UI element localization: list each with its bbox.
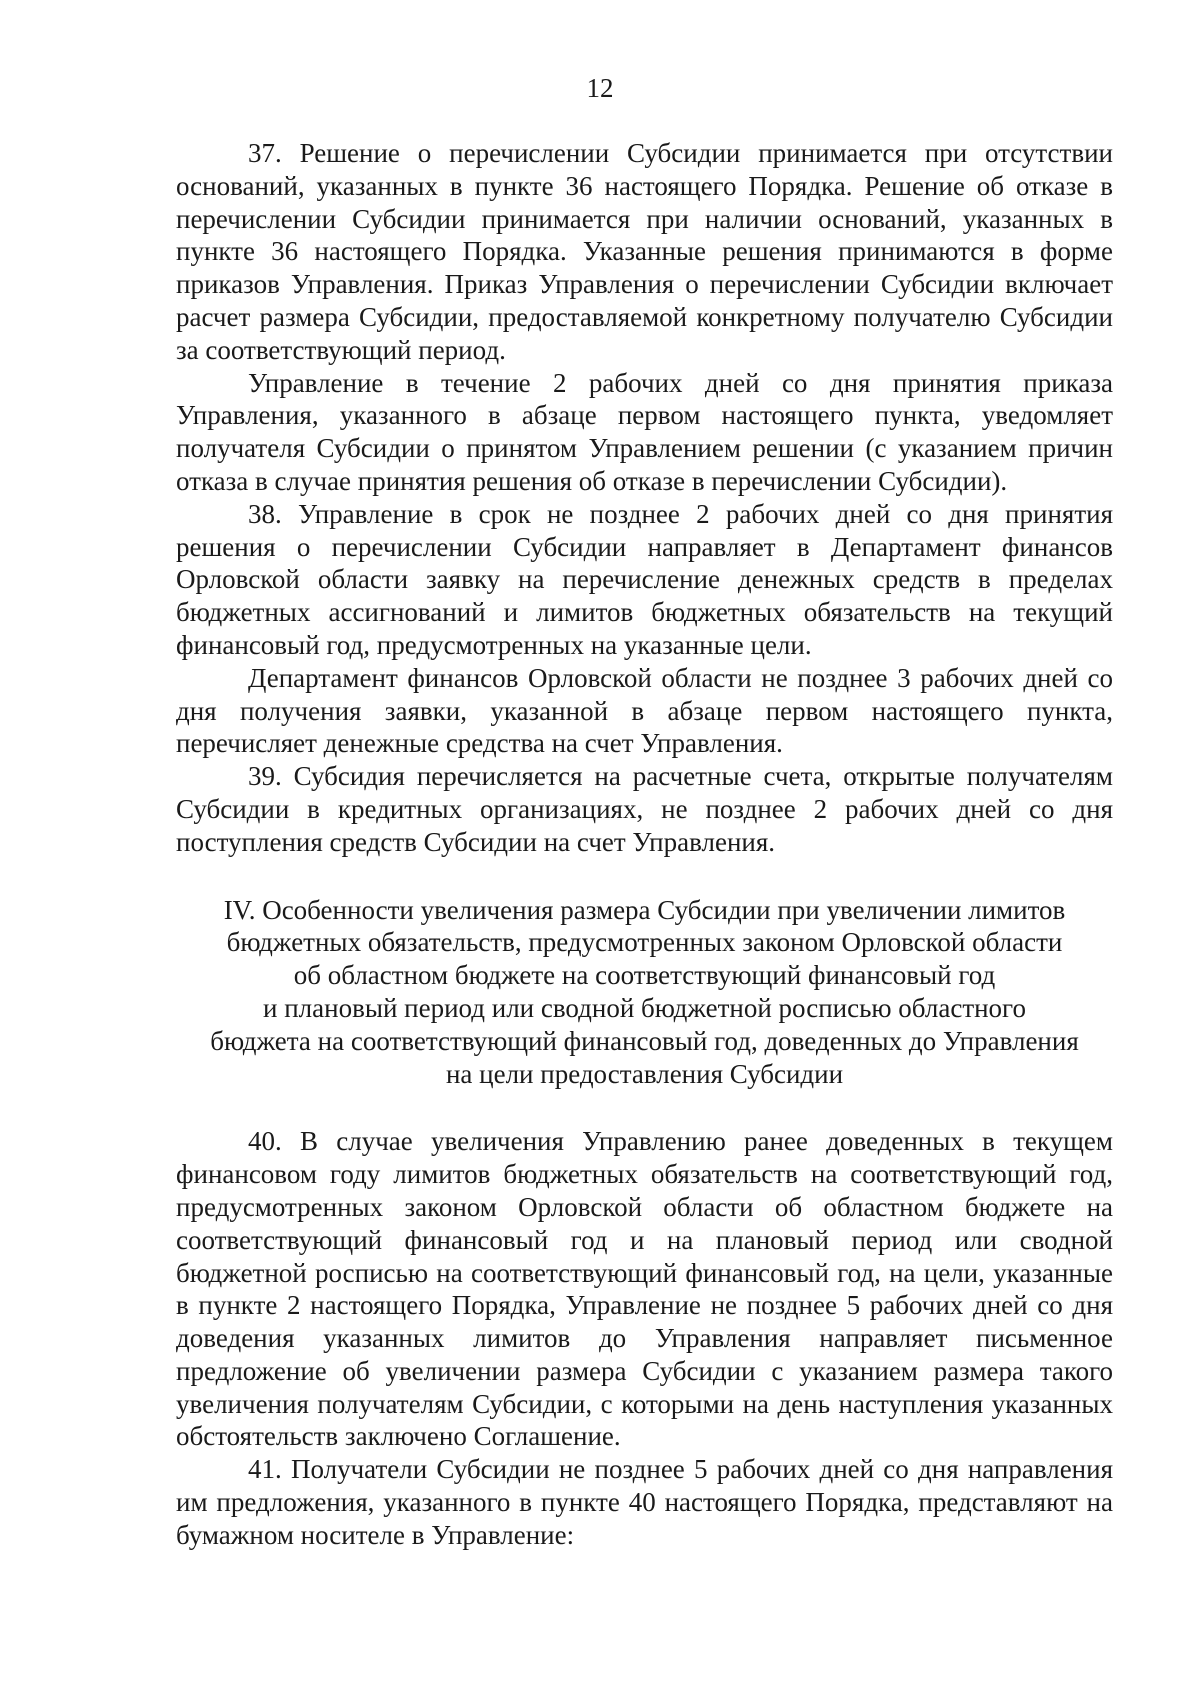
paragraph-40: 40. В случае увеличения Управлению ранее доведенных в текущем финансовом году лимитов бюджетных обязательств на соответствующий год, предусмотренных законом Орловской области об областном бюджете на соответствующий финансовый год и на плановый период или сводной бюджетной росписью на соответствующий финансовый год, на цели, указанные в пункте 2 настоящего Порядка, Управление не позднее 5 рабочих дней со дня доведения указанных лимитов до Управления направляет письменное предложение об увеличении размера Субсидии с указанием размера такого увеличения получателям Субсидии, с которыми на день наступления указанных обстоятельств заключено Соглашение. [176,1126,1113,1452]
section-title-line: на цели предоставления Субсидии [445,1058,844,1089]
document-body [176,137,1113,1552]
section-title-line: и плановый период или сводной бюджетной росписью областного [263,992,1026,1023]
paragraph-41: 41. Получатели Субсидии не позднее 5 рабочих дней со дня направления им предложения, указанного в пункте 40 настоящего Порядка, представляют на бумажном носителе в Управление: [176,1454,1113,1550]
section-title-line: бюджета на соответствующий финансовый год, доведенных до Управления [210,1025,1079,1056]
section-title-line: IV. Особенности увеличения размера Субсидии при увеличении лимитов [223,894,1066,925]
paragraph-39: 39. Субсидия перечисляется на расчетные счета, открытые получателям Субсидии в кредитных организациях, не позднее 2 рабочих дней со дня поступления средств Субсидии на счет Управления. [176,761,1113,857]
section-title-line: об областном бюджете на соответствующий финансовый год [293,960,996,991]
page-number: 12 [586,73,614,103]
paragraph-38: 38. Управление в срок не позднее 2 рабочих дней со дня принятия решения о перечислении Субсидии направляет в Департамент финансов Орловской области заявку на перечисление денежных средств в пределах бюджетных ассигнований и лимитов бюджетных обязательств на текущий финансовый год, предусмотренных на указанные цели. [176,498,1113,660]
section-title-line: бюджетных обязательств, предусмотренных законом Орловской области [226,927,1063,958]
paragraph-37-notice: Управление в течение 2 рабочих дней со дня принятия приказа Управления, указанного в абзаце первом настоящего пункта, уведомляет получателя Субсидии о принятом Управлением решении (с указанием причин отказа в случае принятия решения об отказе в перечислении Субсидии). [176,367,1113,496]
paragraph-38-department: Департамент финансов Орловской области не позднее 3 рабочих дней со дня получения заявки, указанной в абзаце первом настоящего пункта, перечисляет денежные средства на счет Управления. [176,662,1113,759]
paragraph-37: 37. Решение о перечислении Субсидии принимается при отсутствии оснований, указанных в пункте 36 настоящего Порядка. Решение об отказе в перечислении Субсидии принимается при наличии оснований, указанных в пункте 36 настоящего Порядка. Указанные решения принимаются в форме приказов Управления. Приказ Управления о перечислении Субсидии включает расчет размера Субсидии, предоставляемой конкретному получателю Субсидии за соответствующий период. [176,138,1113,365]
section-title-iv [176,894,1113,1091]
